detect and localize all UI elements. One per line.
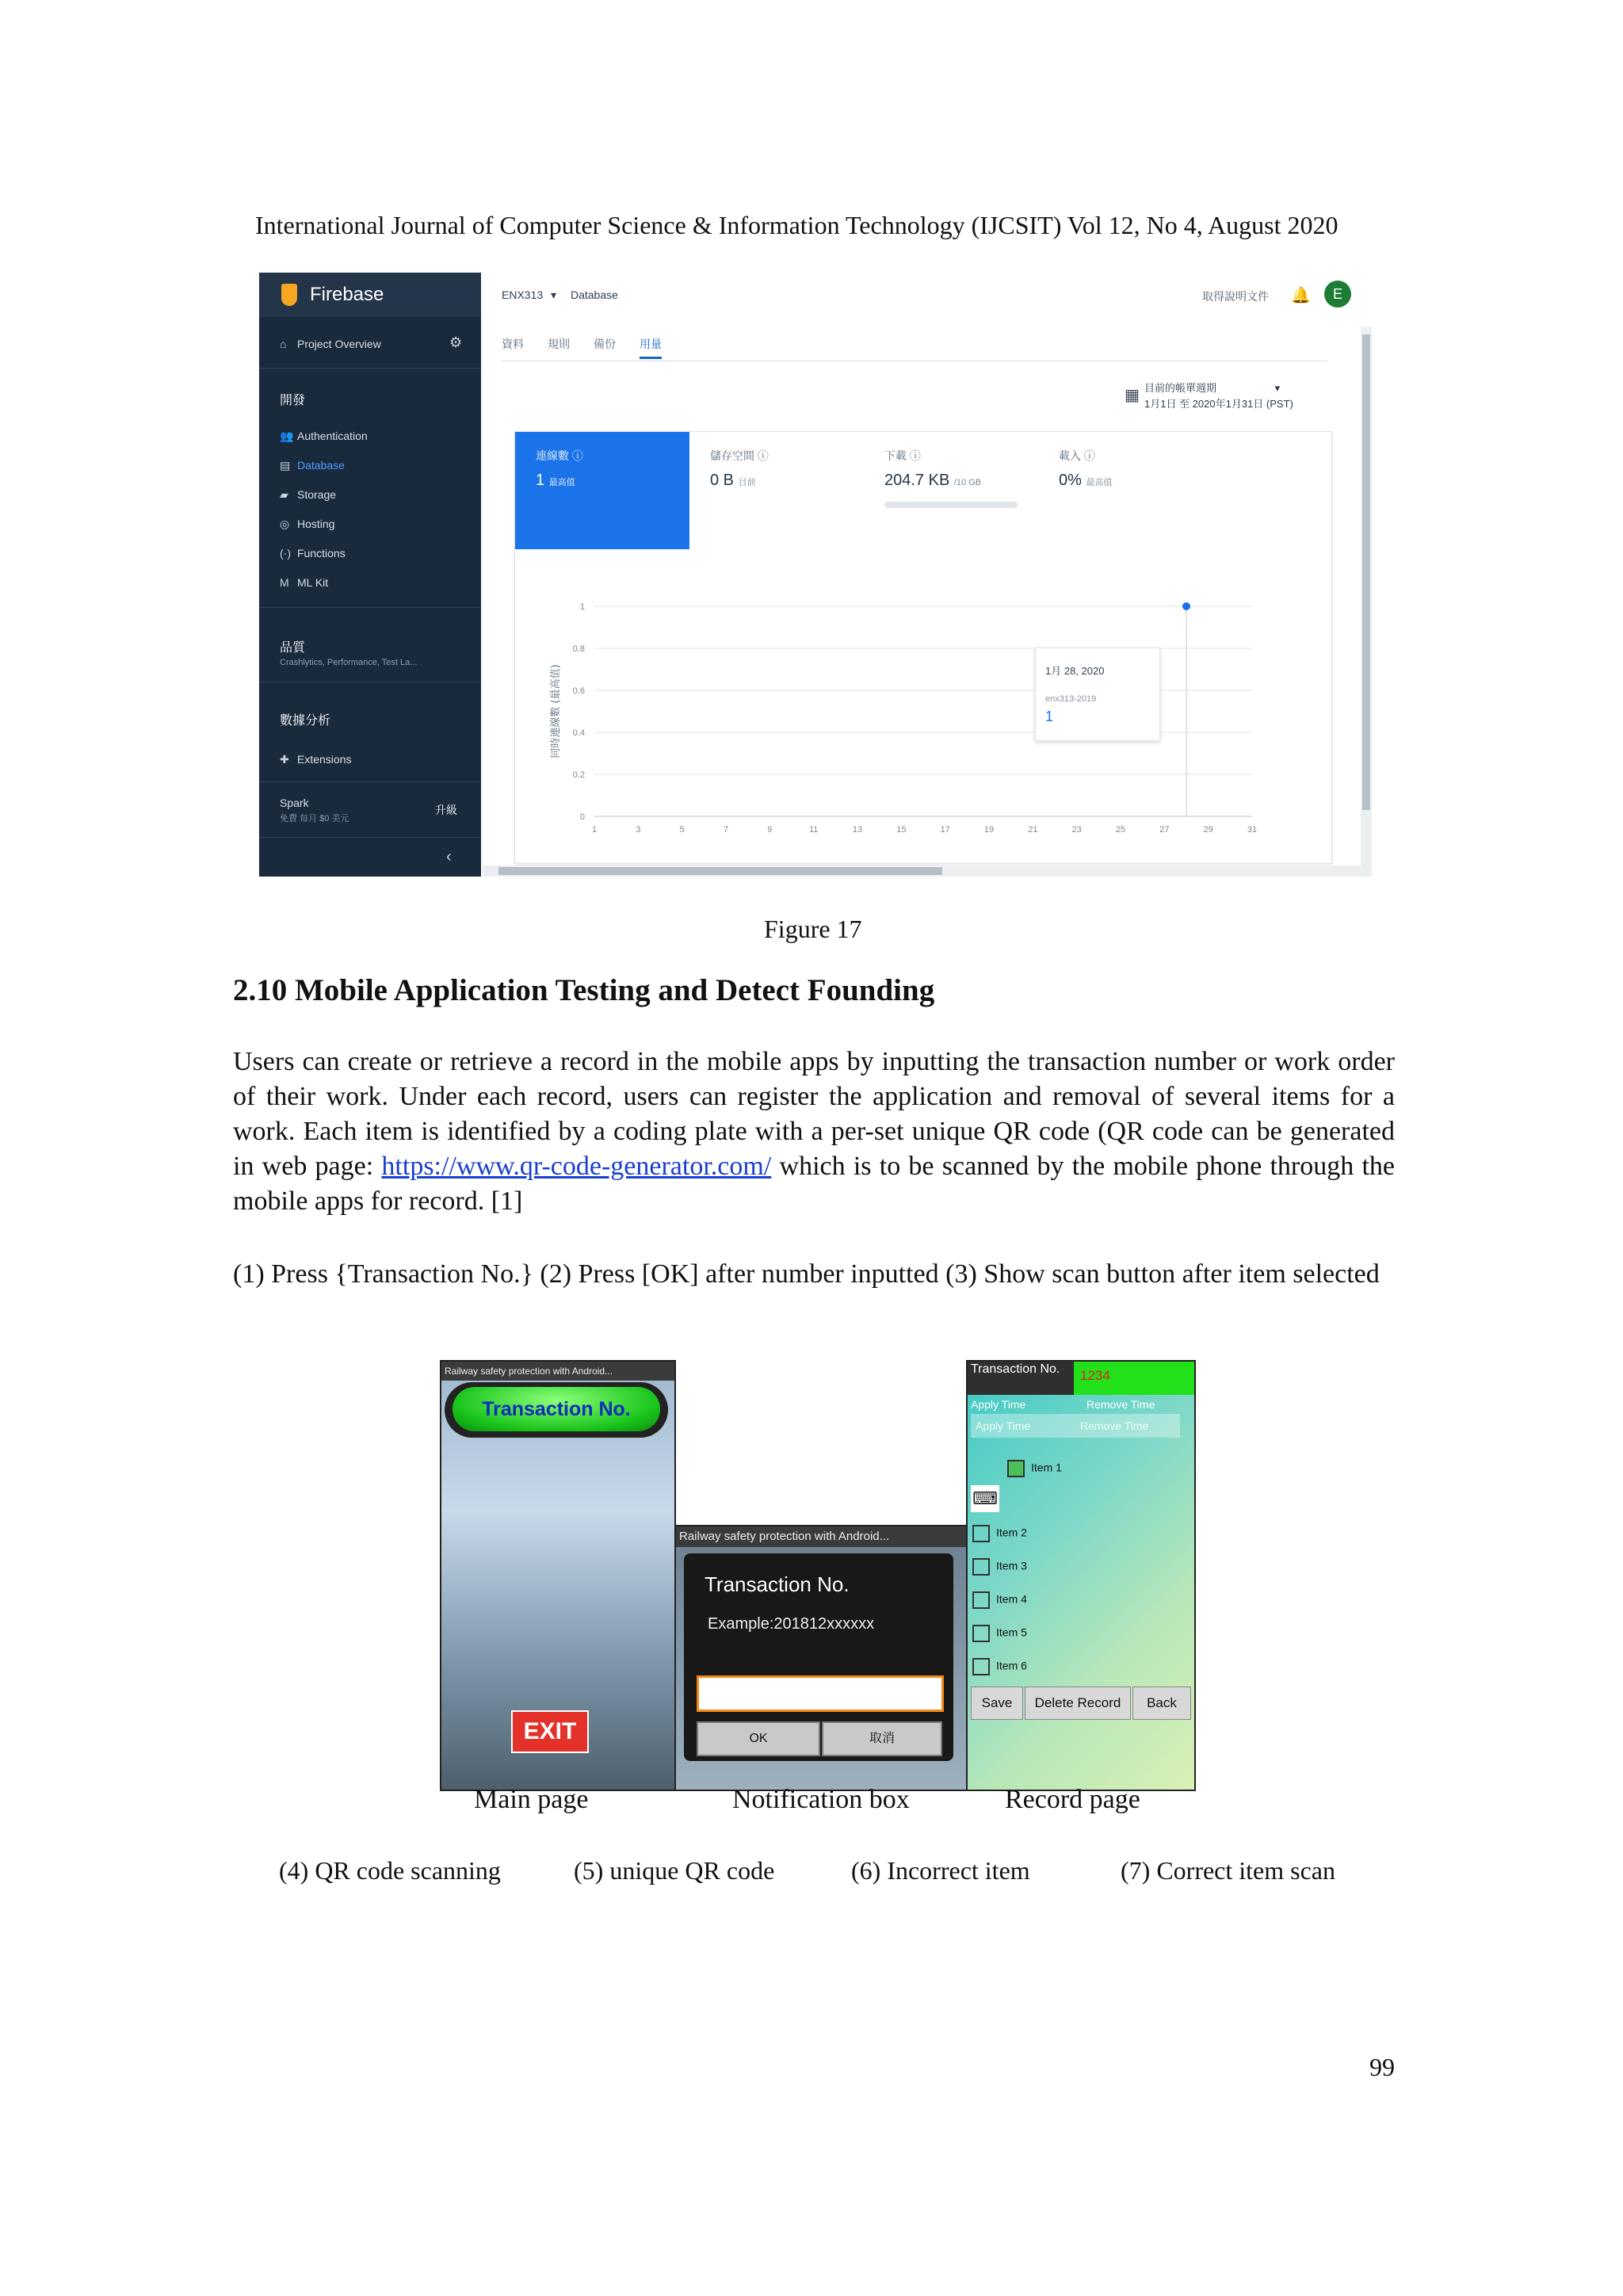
tooltip-value: 1 [1045,709,1054,724]
record-item-label: Item 4 [996,1592,1027,1606]
x-tick-label: 29 [1203,825,1213,835]
x-tick-label: 23 [1071,825,1082,835]
brand-label: Firebase [310,284,384,305]
tab-2[interactable]: 備份 [594,338,616,350]
remove-time-label: Remove Time [1086,1398,1155,1411]
storage-icon: ▰ [280,488,288,501]
app-bar-title: Railway safety protection with Android... [441,1362,676,1381]
home-icon: ⌂ [280,338,287,350]
ok-button[interactable]: OK [697,1721,820,1756]
settings-gear-icon[interactable]: ⚙ [449,334,463,350]
plan-info [280,796,349,826]
metric-sub: 最高值 [548,478,575,487]
section-develop: 開發 [280,394,306,407]
y-tick-label: 0 [579,812,585,822]
firebase-screenshot [259,273,1372,877]
record-transaction-label: Transaction No. [968,1362,1075,1395]
notification-box-screenshot [674,1525,968,1791]
firebase-sidebar [259,273,481,877]
plan-price: 免費 每月 $0 美元 [280,814,349,823]
firebase-logo-icon [281,284,297,306]
checkbox-icon[interactable] [972,1558,990,1576]
record-item-checkbox[interactable] [972,1625,1027,1642]
qr-generator-link[interactable]: https://www.qr-code-generator.com/ [381,1152,772,1181]
bell-icon[interactable]: 🔔 [1291,287,1311,304]
steps-line-2-item: (7) Correct item scan [1121,1856,1335,1885]
section-heading: 2.10 Mobile Application Testing and Detect Founding [233,973,935,1007]
metric-label: 儲存空間 ⓘ [710,449,769,462]
quality-subtitle: Crashlytics, Performance, Test La... [280,658,418,667]
checkbox-icon[interactable] [972,1658,990,1675]
section-analytics[interactable]: 數據分析 [280,714,331,728]
dialog-box [684,1553,953,1761]
docs-link[interactable]: 取得說明文件 [1202,290,1269,303]
download-progress-bar [884,502,1018,508]
period-label: 目前的帳單週期 [1144,382,1217,394]
sidebar-item-hosting[interactable] [280,518,334,531]
checkbox-icon[interactable] [972,1525,990,1542]
tab-1[interactable]: 規則 [548,338,570,350]
caption-notification-box: Notification box [732,1785,910,1814]
metric-sub: 目前 [738,478,756,487]
y-tick-label: 0.4 [572,728,585,738]
calendar-icon[interactable]: ▦ [1125,387,1140,404]
caption-main-page: Main page [474,1785,589,1814]
metric-label: 載入 ⓘ [1059,449,1095,462]
section-quality[interactable]: 品質 [280,641,306,655]
para-text-1: Users can create or retrieve a record in the mobile apps by inputting the transaction number or work order of their work. Under each record, users can register the application and removal of several items for a work. Each item is identified by a coding plate with a per-set unique QR code (QR code can be generated in web page: [233,1047,1395,1181]
caption-record-page: Record page [1005,1785,1140,1814]
firebase-main [483,273,1372,877]
x-tick-label: 27 [1159,825,1170,835]
metric-sub: 最高值 [1086,478,1113,487]
back-button[interactable]: Back [1132,1687,1191,1720]
metric-connections[interactable] [515,432,689,549]
record-item-label: Item 1 [1031,1461,1062,1474]
project-selector[interactable]: ENX313 [502,288,544,301]
steps-line-2-item: (5) unique QR code [574,1856,775,1885]
x-tick-label: 13 [852,825,863,835]
sidebar-item-database[interactable] [280,459,345,472]
period-range: 1月1日 至 2020年1月31日 (PST) [1144,398,1293,410]
project-overview-label: Project Overview [297,338,381,350]
database-tabs [502,336,685,352]
metric-sub: /10 GB [953,478,982,487]
metric-label: 連線數 ⓘ [536,449,583,462]
record-transaction-value: 1234 [1074,1362,1196,1395]
dialog-hint: Example:201812xxxxxx [708,1615,875,1633]
period-dropdown-icon: ▾ [1274,382,1281,394]
billing-period[interactable] [1144,380,1293,412]
record-item-label: Item 2 [996,1526,1027,1539]
collapse-chevron-icon[interactable]: ‹ [446,848,452,865]
x-tick-label: 25 [1115,825,1126,835]
tab-0[interactable]: 資料 [502,338,524,350]
metric-0 [536,448,583,490]
apply-time-input[interactable]: Apply Time [971,1414,1075,1438]
tooltip-date: 1月 28, 2020 [1045,665,1105,677]
tooltip-series: enx313-2019 [1045,694,1097,704]
transaction-input[interactable] [697,1675,944,1712]
x-tick-label: 11 [808,825,819,835]
x-tick-label: 17 [940,825,950,835]
extensions-icon: ✚ [280,753,289,766]
y-axis-label: 同時連線數 (最高值) [550,664,562,758]
database-icon: ▤ [280,459,291,472]
record-item-label: Item 6 [996,1659,1027,1672]
record-item-label: Item 3 [996,1559,1027,1572]
functions-icon: (·) [280,547,291,560]
para-text-2: which is to be scanned by the mobile phone through the mobile apps for record. [1] [233,1152,1395,1216]
mlkit-icon: M [280,576,289,589]
x-tick-label: 9 [767,825,773,835]
x-tick-label: 19 [983,825,995,835]
sidebar-item-functions[interactable] [280,547,346,560]
dialog-title: Transaction No. [705,1572,850,1596]
exit-button[interactable]: EXIT [511,1710,589,1753]
metric-value: 0% [1059,472,1082,489]
x-tick-label: 5 [679,825,685,835]
vertical-scrollbar[interactable] [1361,327,1372,873]
record-page-screenshot [966,1360,1196,1791]
upgrade-button[interactable]: 升級 [435,804,457,816]
record-item-checkbox[interactable] [972,1558,1027,1576]
sidebar-item-label: Functions [297,547,346,560]
sidebar-item-label: Database [297,459,345,472]
horizontal-scrollbar[interactable] [483,865,1372,877]
checkbox-icon[interactable] [972,1625,990,1642]
record-item-checkbox[interactable] [972,1525,1027,1542]
app-bar-title: Railway safety protection with Android... [676,1526,968,1547]
sidebar-item-storage[interactable] [280,488,336,502]
metric-downloads[interactable] [884,448,981,490]
checkbox-checked-icon[interactable] [1007,1460,1025,1477]
cancel-button[interactable]: 取消 [822,1721,942,1756]
connections-chart [515,590,1331,860]
x-tick-label: 31 [1247,825,1258,835]
y-tick-label: 1 [579,602,585,612]
steps-line-1: (1) Press {Transaction No.} (2) Press [OK] after number inputted (3) Show scan button after item selected [233,1259,1380,1289]
record-item-checkbox[interactable] [972,1591,1027,1609]
plan-name: Spark [280,797,309,809]
main-page-screenshot [440,1360,676,1791]
metric-value: 0 B [710,472,735,489]
steps-line-2-item: (4) QR code scanning [279,1856,501,1885]
figure-caption: Figure 17 [764,915,862,943]
page-number: 99 [1369,2053,1395,2081]
metric-value: 1 [536,472,545,489]
metric-loads[interactable] [1059,448,1112,490]
chevron-down-icon: ▾ [551,288,557,301]
metric-value: 204.7 KB [884,472,950,489]
users-icon: 👥 [280,430,294,442]
delete-record-button[interactable]: Delete Record [1025,1687,1131,1720]
hosting-icon: ◎ [280,518,290,530]
y-tick-label: 0.2 [572,770,585,780]
record-item-checkbox[interactable] [1007,1460,1062,1477]
sidebar-item-authentication[interactable] [280,430,368,443]
sidebar-item-extensions[interactable] [280,753,351,766]
sidebar-item-label: Hosting [297,518,335,530]
x-tick-label: 3 [636,825,641,835]
breadcrumb-database: Database [570,288,618,301]
metric-storage[interactable] [710,448,769,490]
record-item-checkbox[interactable] [972,1658,1027,1675]
y-tick-label: 0.8 [572,644,585,654]
avatar[interactable]: E [1324,281,1351,308]
steps-line-2-item: (6) Incorrect item [851,1856,1030,1885]
qr-scan-icon[interactable]: ⌨ [971,1485,999,1512]
transaction-no-button[interactable]: Transaction No. [453,1387,660,1431]
x-tick-label: 21 [1028,825,1038,835]
tab-3[interactable]: 用量 [640,338,662,359]
sidebar-item-label: Authentication [297,430,368,442]
x-tick-label: 1 [591,825,598,835]
x-tick-label: 7 [723,825,729,835]
firebase-brand[interactable] [259,273,481,317]
sidebar-item-label: Storage [297,488,337,501]
section-paragraph [233,1045,1395,1219]
usage-card [514,431,1332,864]
project-breadcrumb [502,288,618,302]
x-tick-label: 15 [896,825,907,835]
metric-label: 下載 ⓘ [884,449,921,462]
checkbox-icon[interactable] [972,1591,990,1609]
y-tick-label: 0.6 [572,686,585,696]
sidebar-item-label: ML Kit [297,576,329,589]
remove-time-input[interactable]: Remove Time [1075,1414,1180,1438]
apply-time-label: Apply Time [971,1398,1026,1411]
extensions-label: Extensions [297,753,352,766]
sidebar-item-ml-kit[interactable] [280,576,328,589]
save-button[interactable]: Save [971,1687,1023,1720]
running-head: International Journal of Computer Science & Information Technology (IJCSIT) Vol 12, No 4, August 2020 [255,211,1338,239]
record-item-label: Item 5 [996,1626,1027,1639]
project-overview[interactable] [280,338,381,350]
data-point [1182,602,1190,610]
chart-tooltip [1035,648,1160,741]
